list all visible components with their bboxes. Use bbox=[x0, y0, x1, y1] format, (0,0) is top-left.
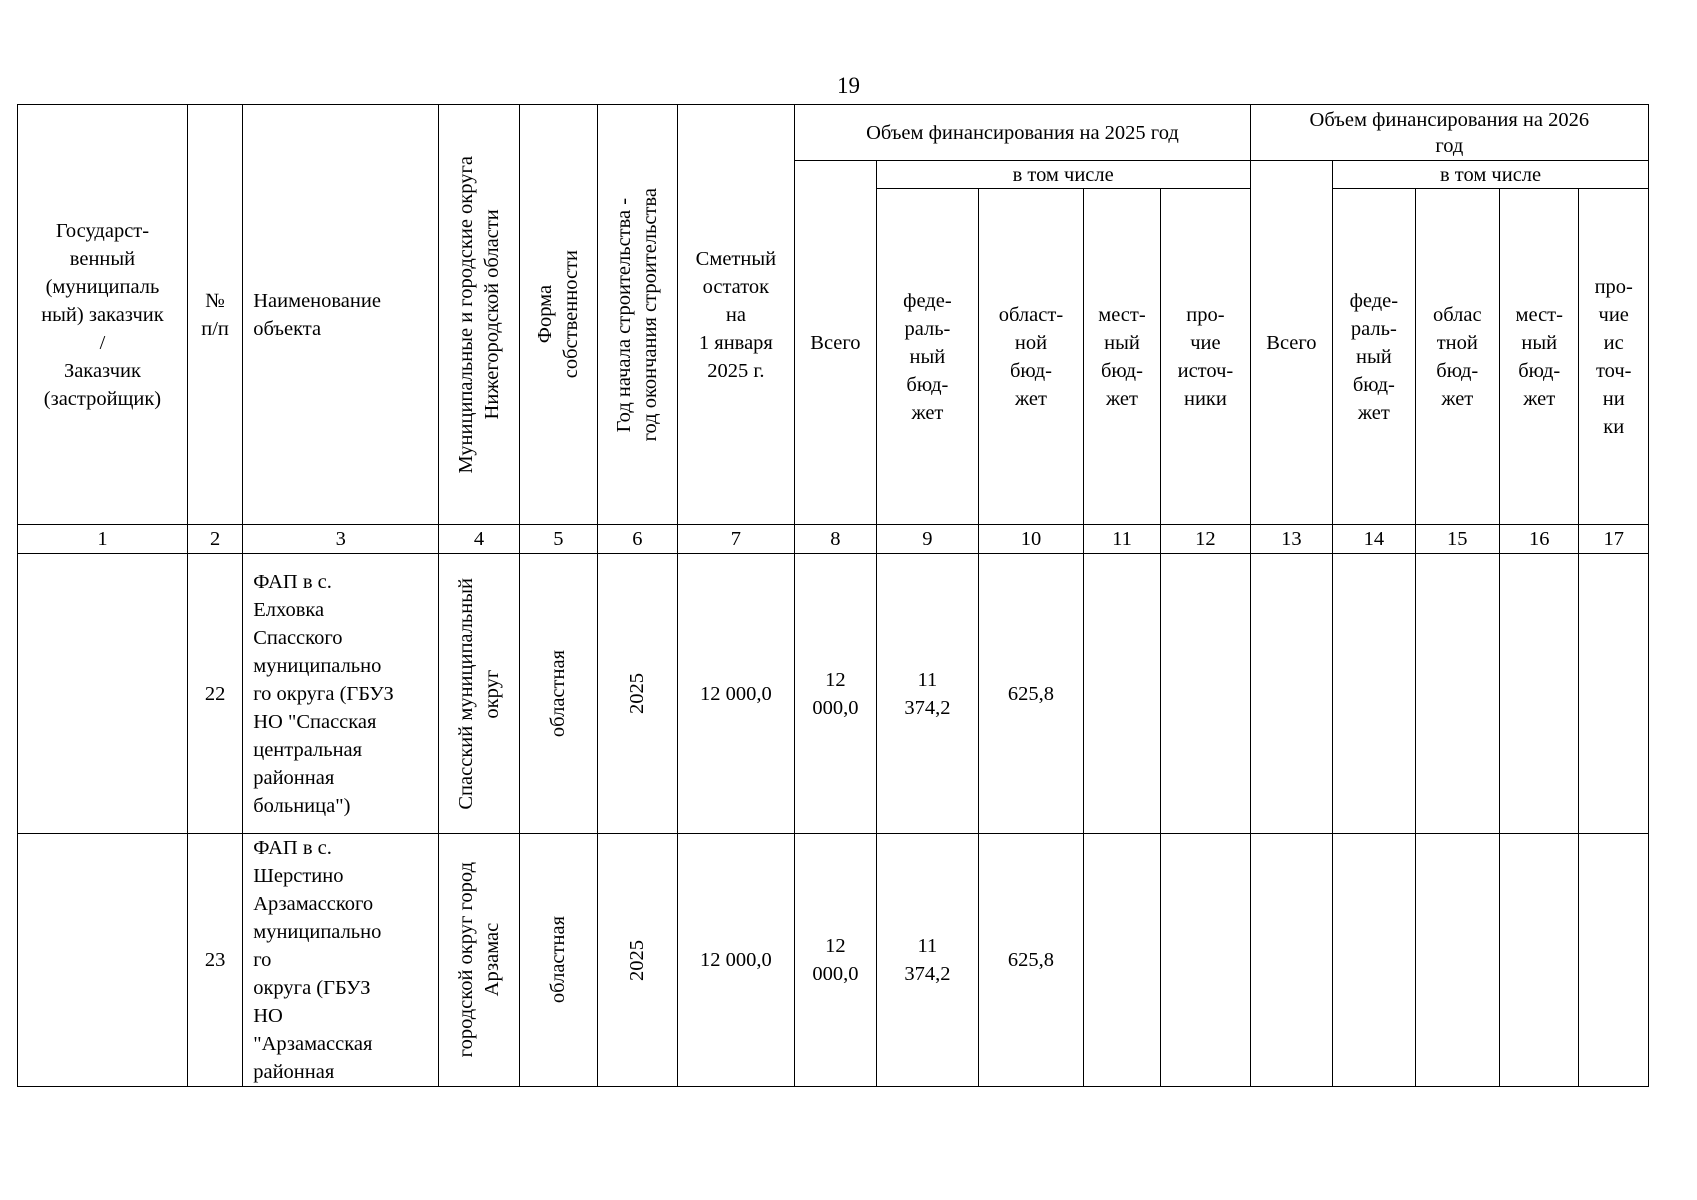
column-number: 9 bbox=[876, 525, 979, 554]
header-including-2026: в том числе bbox=[1333, 161, 1649, 189]
row-total-2025: 12 000,0 bbox=[795, 554, 876, 834]
row-total-2026 bbox=[1250, 554, 1332, 834]
column-number: 12 bbox=[1161, 525, 1251, 554]
column-number: 8 bbox=[795, 525, 876, 554]
row-local-2026 bbox=[1500, 554, 1579, 834]
row-ownership bbox=[519, 554, 597, 834]
column-number: 1 bbox=[18, 525, 188, 554]
table-row bbox=[18, 554, 1649, 834]
row-federal-2025: 11 374,2 bbox=[876, 554, 979, 834]
row-number: 22 bbox=[187, 554, 242, 834]
row-ownership bbox=[519, 834, 597, 1087]
header-number: № п/п bbox=[187, 105, 242, 525]
header-local-2025: мест- ный бюд- жет bbox=[1083, 189, 1160, 525]
row-district bbox=[439, 554, 519, 834]
header-ownership bbox=[519, 105, 597, 525]
row-total-2025: 12 000,0 bbox=[795, 834, 876, 1087]
row-ownership-text: областная bbox=[547, 649, 570, 738]
column-number: 17 bbox=[1579, 525, 1649, 554]
header-balance: Сметный остаток на 1 января 2025 г. bbox=[677, 105, 795, 525]
header-regional-2025: област- ной бюд- жет bbox=[979, 189, 1084, 525]
header-including-2025: в том числе bbox=[876, 161, 1250, 189]
row-federal-2026 bbox=[1333, 834, 1415, 1087]
row-federal-2025: 11 374,2 bbox=[876, 834, 979, 1087]
row-object-name: ФАП в с. Шерстино Арзамасского муниципально го округа (ГБУЗ НО "Арзамасская районная bbox=[243, 834, 439, 1087]
header-total-2026: Всего bbox=[1250, 161, 1332, 525]
column-number: 3 bbox=[243, 525, 439, 554]
row-other-2026 bbox=[1579, 834, 1649, 1087]
column-number-row bbox=[18, 525, 1649, 554]
header-total-2025: Всего bbox=[795, 161, 876, 525]
header-district bbox=[439, 105, 519, 525]
row-federal-2026 bbox=[1333, 554, 1415, 834]
header-other-2025: про- чие источ- ники bbox=[1161, 189, 1251, 525]
column-number: 10 bbox=[979, 525, 1084, 554]
row-local-2025 bbox=[1083, 554, 1160, 834]
row-customer bbox=[18, 554, 188, 834]
row-regional-2025: 625,8 bbox=[979, 834, 1084, 1087]
column-number: 2 bbox=[187, 525, 242, 554]
row-years bbox=[598, 554, 677, 834]
header-other-2026: про- чие ис точ- ни ки bbox=[1579, 189, 1649, 525]
page-number: 19 bbox=[837, 73, 860, 98]
financing-table bbox=[17, 104, 1649, 1087]
column-number: 14 bbox=[1333, 525, 1415, 554]
row-balance: 12 000,0 bbox=[677, 554, 795, 834]
header-regional-2026: облас тной бюд- жет bbox=[1415, 189, 1499, 525]
row-total-2026 bbox=[1250, 834, 1332, 1087]
row-object-name: ФАП в с. Елховка Спасского муниципально го округа (ГБУЗ НО "Спасская центральная районная больница") bbox=[243, 554, 439, 834]
row-district-text: городской округ город Арзамас bbox=[455, 862, 503, 1058]
header-customer: Государст- венный (муниципаль ный) заказчик / Заказчик (застройщик) bbox=[18, 105, 188, 525]
column-number: 11 bbox=[1083, 525, 1160, 554]
header-federal-2025: феде- раль- ный бюд- жет bbox=[876, 189, 979, 525]
header-group-2025: Объем финансирования на 2025 год bbox=[795, 105, 1250, 161]
row-district-text: Спасский муниципальный округ bbox=[455, 577, 503, 810]
table-row bbox=[18, 834, 1649, 1087]
row-regional-2026 bbox=[1415, 834, 1499, 1087]
column-number: 15 bbox=[1415, 525, 1499, 554]
row-customer bbox=[18, 834, 188, 1087]
row-other-2025 bbox=[1161, 554, 1251, 834]
row-district bbox=[439, 834, 519, 1087]
row-years bbox=[598, 834, 677, 1087]
column-number: 13 bbox=[1250, 525, 1332, 554]
row-local-2025 bbox=[1083, 834, 1160, 1087]
header-local-2026: мест- ный бюд- жет bbox=[1500, 189, 1579, 525]
header-district-text: Муниципальные и городские округа Нижегородской области bbox=[455, 155, 503, 474]
header-years bbox=[598, 105, 677, 525]
row-number: 23 bbox=[187, 834, 242, 1087]
column-number: 7 bbox=[677, 525, 795, 554]
column-number: 16 bbox=[1500, 525, 1579, 554]
header-object-name: Наименование объекта bbox=[243, 105, 439, 525]
header-ownership-text: Форма собственности bbox=[534, 250, 583, 379]
row-other-2025 bbox=[1161, 834, 1251, 1087]
header-federal-2026: феде- раль- ный бюд- жет bbox=[1333, 189, 1415, 525]
row-local-2026 bbox=[1500, 834, 1579, 1087]
column-number: 4 bbox=[439, 525, 519, 554]
row-balance: 12 000,0 bbox=[677, 834, 795, 1087]
header-group-2026: Объем финансирования на 2026 год bbox=[1250, 105, 1648, 161]
row-years-text: 2025 bbox=[626, 939, 649, 981]
column-number: 6 bbox=[598, 525, 677, 554]
header-years-text: Год начала строительства - год окончания строительства bbox=[613, 187, 662, 442]
row-regional-2025: 625,8 bbox=[979, 554, 1084, 834]
row-ownership-text: областная bbox=[547, 916, 570, 1004]
row-regional-2026 bbox=[1415, 554, 1499, 834]
column-number: 5 bbox=[519, 525, 597, 554]
row-years-text: 2025 bbox=[626, 673, 649, 714]
row-other-2026 bbox=[1579, 554, 1649, 834]
